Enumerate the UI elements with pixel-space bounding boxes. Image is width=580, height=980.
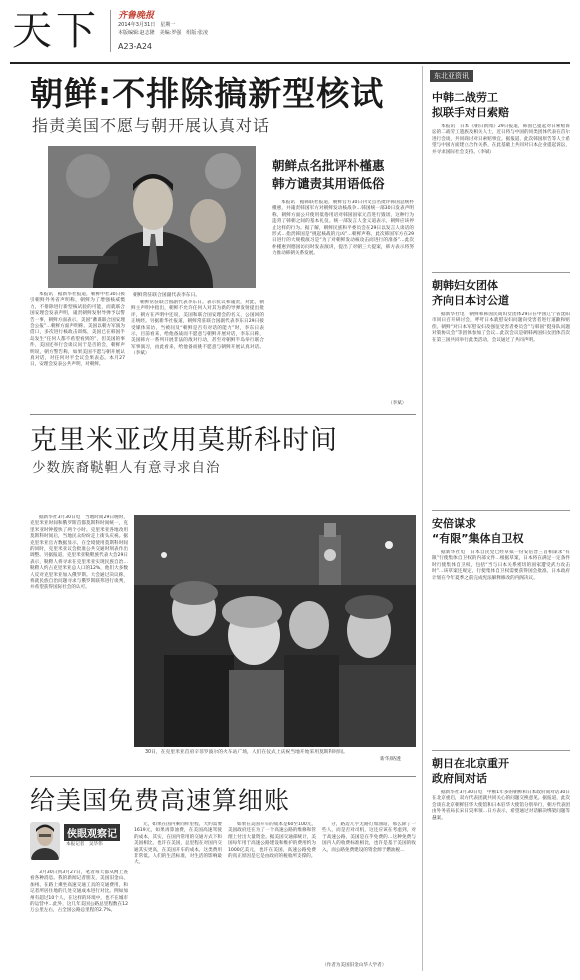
portrait-figure bbox=[48, 146, 256, 288]
usbill-col4 bbox=[322, 822, 416, 962]
column-badge bbox=[30, 822, 128, 866]
lead-body-paragraph-2: 朝鲜常驻联合国副代表李东日。表示抗议和谴责，对此，朝鲜主声明中指出，朝鲜不允许任何人对其为新的导弹发射提出批评，朝方在声明中还说，美国和联合国安理会的名义，公国回的正统经。另据新华社报道，朝鲜常驻联合国副代表李东日29日接受媒体采访，当被问及“朝鲜是否有对话的能力”时，李东日表示，目前看来，给他备战而不愿意与朝鲜开展对话，李东日称，美国韩方一系列开展非法的敌对行动，甚至对朝鲜半岛举行联合军事演习，由此看来，给他备而挑不愿意与朝鲜开展认真对话。（李斌） bbox=[131, 300, 264, 357]
crimea-photo-caption: 30日，在克里米亚首府辛菲罗波尔的火车站广场，人们在仪式上庆祝当地开始采用莫斯科时间。 bbox=[145, 750, 348, 755]
side-body-paragraph: 本报讯 据韩联社报道，朝鲜官方30日刊文点名批评韩国总统朴槿惠，并谴责韩国军方对朝鲜发动核战争…韩国统一部30日发表声明称，朝鲜方面公开使用低俗用语对韩国国家元首进行毁谤，这种行为违背了韩朝之间的基本礼仪。统一部发言人金义道表示，朝鲜应该停止这样的行为。据了解，朝鲜民族和平委员会在29日以发言人谈话的形式…指责韩国是“挑起核战的元凶”…朝鲜声称，此次韩国军方在29日进行的大规模演习是“为了对朝鲜发动核攻击而进行的准备”…此次朴槿惠到德国访问时发表演讲，提出了对朝三大提案，韩方表示将努力推动韩朝关系发展。 bbox=[272, 200, 414, 257]
crimea-subtitle: 少数族裔鞑靼人有意寻求自治 bbox=[32, 460, 221, 476]
right-item4-title: 朝日在北京重开 政府间对话 bbox=[432, 757, 509, 785]
right-item3-paragraph: 据新华社电 日本自民党已经草拟一份安倍晋三首相谋求“有限”行使集体自卫权的内部文件…根据草案，日本将在满足一定条件时行使集体自卫权，包括“当与日本关系密切的国家遭受武力攻击时”…该草案还规定，行使集体自卫权需要获得国会批准。日本政府计划在今年夏季之前完成宪法解释修改的内阁决议。 bbox=[432, 550, 570, 581]
right-item1-body bbox=[432, 124, 570, 266]
side-signature: （李斌） bbox=[388, 401, 407, 406]
right-rule-1 bbox=[432, 272, 570, 273]
crimea-photo-credit: 新华/路透 bbox=[380, 757, 401, 762]
right-column-tag: 东北亚资讯 bbox=[430, 70, 473, 82]
crimea-photo bbox=[134, 515, 416, 747]
right-item2-body bbox=[432, 312, 570, 504]
right-item2-title: 朝韩妇女团体 齐向日本讨公道 bbox=[432, 279, 509, 307]
right-rule-3 bbox=[432, 750, 570, 751]
lead-body-col2 bbox=[131, 300, 264, 404]
usbill-col3 bbox=[228, 822, 316, 972]
masthead bbox=[0, 0, 580, 62]
page-range: A23-A24 bbox=[118, 42, 153, 51]
masthead-rule bbox=[10, 62, 570, 64]
right-item3-body bbox=[432, 550, 570, 744]
usbill-col2-text: 元，如果在国内乘同样里程，大约需要1619元，如果再算油费，在美国高速驾驶的成本，其实，在国内常用的交通方式下和美国相比，也许在美国，总里程在对国内交通其实更高，在美国开车的成本，这类费用非常低。人们的生活标准，对生活的影响最大。 bbox=[134, 822, 222, 866]
lead-body-paragraph: 本报讯 据新华社报道，朝鲜中社30日援引朝鲜外务省声明称，朝鲜为了增强核威慑力，不排除进行新型核试验的可能，而就联合国安理会发表声明，谴责朝鲜发射导弹予以警告一事，朝鲜方面表示，美国“蓄谋联合国安理会公报”…朝鲜方面声明称，美国以朝方军演为借口，多次进行核政击训练，美国已在韩国半岛发生“任何人都不希望看到的”，但美国的事件，美国还举行会谈议问于是否的会，朝鲜声明说，朝方警告称，如果美国不愿与朝开展认真对话，对任何对平全议会果表态。本月27日，安理会发表公共声明，对朝鲜。 bbox=[30, 292, 125, 368]
section-rule-2 bbox=[30, 776, 416, 777]
lead-subtitle: 指责美国不愿与朝开展认真对话 bbox=[32, 116, 271, 135]
masthead-divider bbox=[110, 10, 111, 52]
section-rule-1 bbox=[30, 414, 416, 415]
lead-body-col1 bbox=[30, 292, 125, 404]
editor-credits: 本版编辑:赵志隆 美编:罗强 组版:张凌 bbox=[118, 30, 209, 36]
usbill-col3-text: 如果在美国开车的成本是60至100元，美国政府还在为了一个高速公路的维修和管理上付出大量资金。据美国交通部统计，美国每年用于高速公路建设和维护的费用约为1000亿美元，也许在美国，高速公路免费的真正原因是它是由政府的税收所支撑的。 bbox=[228, 822, 316, 860]
lead-photo-caption: 朝鲜常驻联合国副代表李东日。 bbox=[133, 293, 201, 298]
side-body bbox=[272, 200, 414, 398]
usbill-col2 bbox=[134, 822, 222, 972]
right-item1-paragraph: 本报讯 日本《朝日新闻》29日报道，韩国已提起对日索赔诉讼的二战劳工遗族及相关人士，近日将与中国的同类团体代表在首尔进行会谈，共同商讨对日索赔事宜。据报道，此次韩国原告等人士希望与中国方面建立合作关系，在此基础上共同对日本企业提起诉讼，并寻求国际社会支持。（李斌） bbox=[432, 124, 570, 155]
crimea-headline: 克里米亚改用莫斯科时间 bbox=[30, 425, 338, 456]
column-divider bbox=[422, 66, 423, 971]
right-rule-2 bbox=[432, 510, 570, 511]
usbill-headline: 给美国免费高速算细账 bbox=[30, 786, 291, 815]
paper-name: 齐鲁晚报 bbox=[118, 11, 155, 21]
usbill-col1-text: 3月30日到3月27日，笔者每天都从网上查看各种消息。我的新闻记者朋友，美国旧金山、加州、在路上乘坐高速交通工具的交通费用，和记者所居住地的几处交通成本进行对比。例如加州有超过10个人，在这样的环境中，也不在城市的运营中…此外，这几年美国公路总里程数在12万公里左右，占全国公路总里程的2.7%。 bbox=[30, 870, 128, 914]
usbill-col1 bbox=[30, 870, 128, 972]
issue-date: 2014年3月31日 星期一 bbox=[118, 22, 176, 28]
crowd-celebration bbox=[134, 515, 416, 747]
side-headline-2: 韩方谴责其用语低俗 bbox=[272, 176, 385, 191]
right-item3-title: 安倍谋求 “有限”集体自卫权 bbox=[432, 517, 524, 545]
right-item1-title: 中韩二战劳工 拟联手对日索赔 bbox=[432, 91, 509, 119]
column-author: 本报记者 吴毕伟 bbox=[66, 842, 103, 847]
usbill-col4-text: 分，路边几乎无路灯加油站，那么除了一些人，而是否对司机，这还应该在考虑到，对于高速公路，美国是在乎免费的…这种免费与国内人的收费标准相比，也许是基于美国的收入，而公路免费建设的资金源于燃油税… bbox=[322, 822, 416, 853]
right-item4-paragraph: 据新华社3月30日电 中断1年多的朝鲜和日本政府间对话30日在北京重启，双方代表团就共同关心的问题交换意见。据报道，此次会谈在北京朝鲜驻华大使馆和日本驻华大使馆分别举行，朝方代表团由外务省局长宋日昊率领…日方表示，希望通过对话解决绑架问题等悬案。 bbox=[432, 790, 570, 821]
lead-headline: 朝鲜:不排除搞新型核试 bbox=[30, 74, 385, 113]
lead-photo bbox=[48, 146, 256, 288]
right-item2-paragraph: 据新华社电 朝鲜和韩国民间妇女团体29日在中国辽宁省沈阳市同日召开研讨会，呼吁日本就慰安妇问题向受害者进行道歉和赔偿。朝鲜“对日本军慰安妇及强征受害者委员会”与韩国“挺身队问题对策协议会”等团体参加了会议…此次会议是朝韩两国妇女团体首次在第三国共同举行此类活动，会议通过了共同声明。 bbox=[432, 312, 570, 343]
usbill-signature: （作者为美国旧金山华人学者） bbox=[322, 963, 387, 968]
column-name: 侠眼观察记 bbox=[64, 824, 120, 841]
columnist-avatar bbox=[30, 822, 60, 860]
crimea-body-paragraph: 据新华社3月30日电 当地时间29日晚时，克里米亚时间和俄罗斯首都莫斯科时间统一，克里米亚时钟拨快了两个小时。克里米亚各地改用莫斯科时间后，当地民众纷纷走上街头庆祝。据克里米亚官方数据显示，在全境使用莫斯科时间的同时，克里米亚议会批准公共交通时刻表作出调整。另据报道，克里米亚鞑靼族代表大会29日表示，鞑靼人将寻求在克里米亚实现民族自治…鞑靼人约占克里米亚总人口的12%，他们大多数人反对克里米亚加入俄罗斯。大会通过决议称，将就民族自治问题寻求与俄罗斯联邦进行谈判，并希望获得国际社会的认可。 bbox=[30, 515, 128, 591]
crimea-body bbox=[30, 515, 128, 745]
right-item4-body bbox=[432, 790, 570, 972]
side-headline-1: 朝鲜点名批评朴槿惠 bbox=[272, 158, 385, 173]
section-title: 天下 bbox=[12, 8, 100, 54]
